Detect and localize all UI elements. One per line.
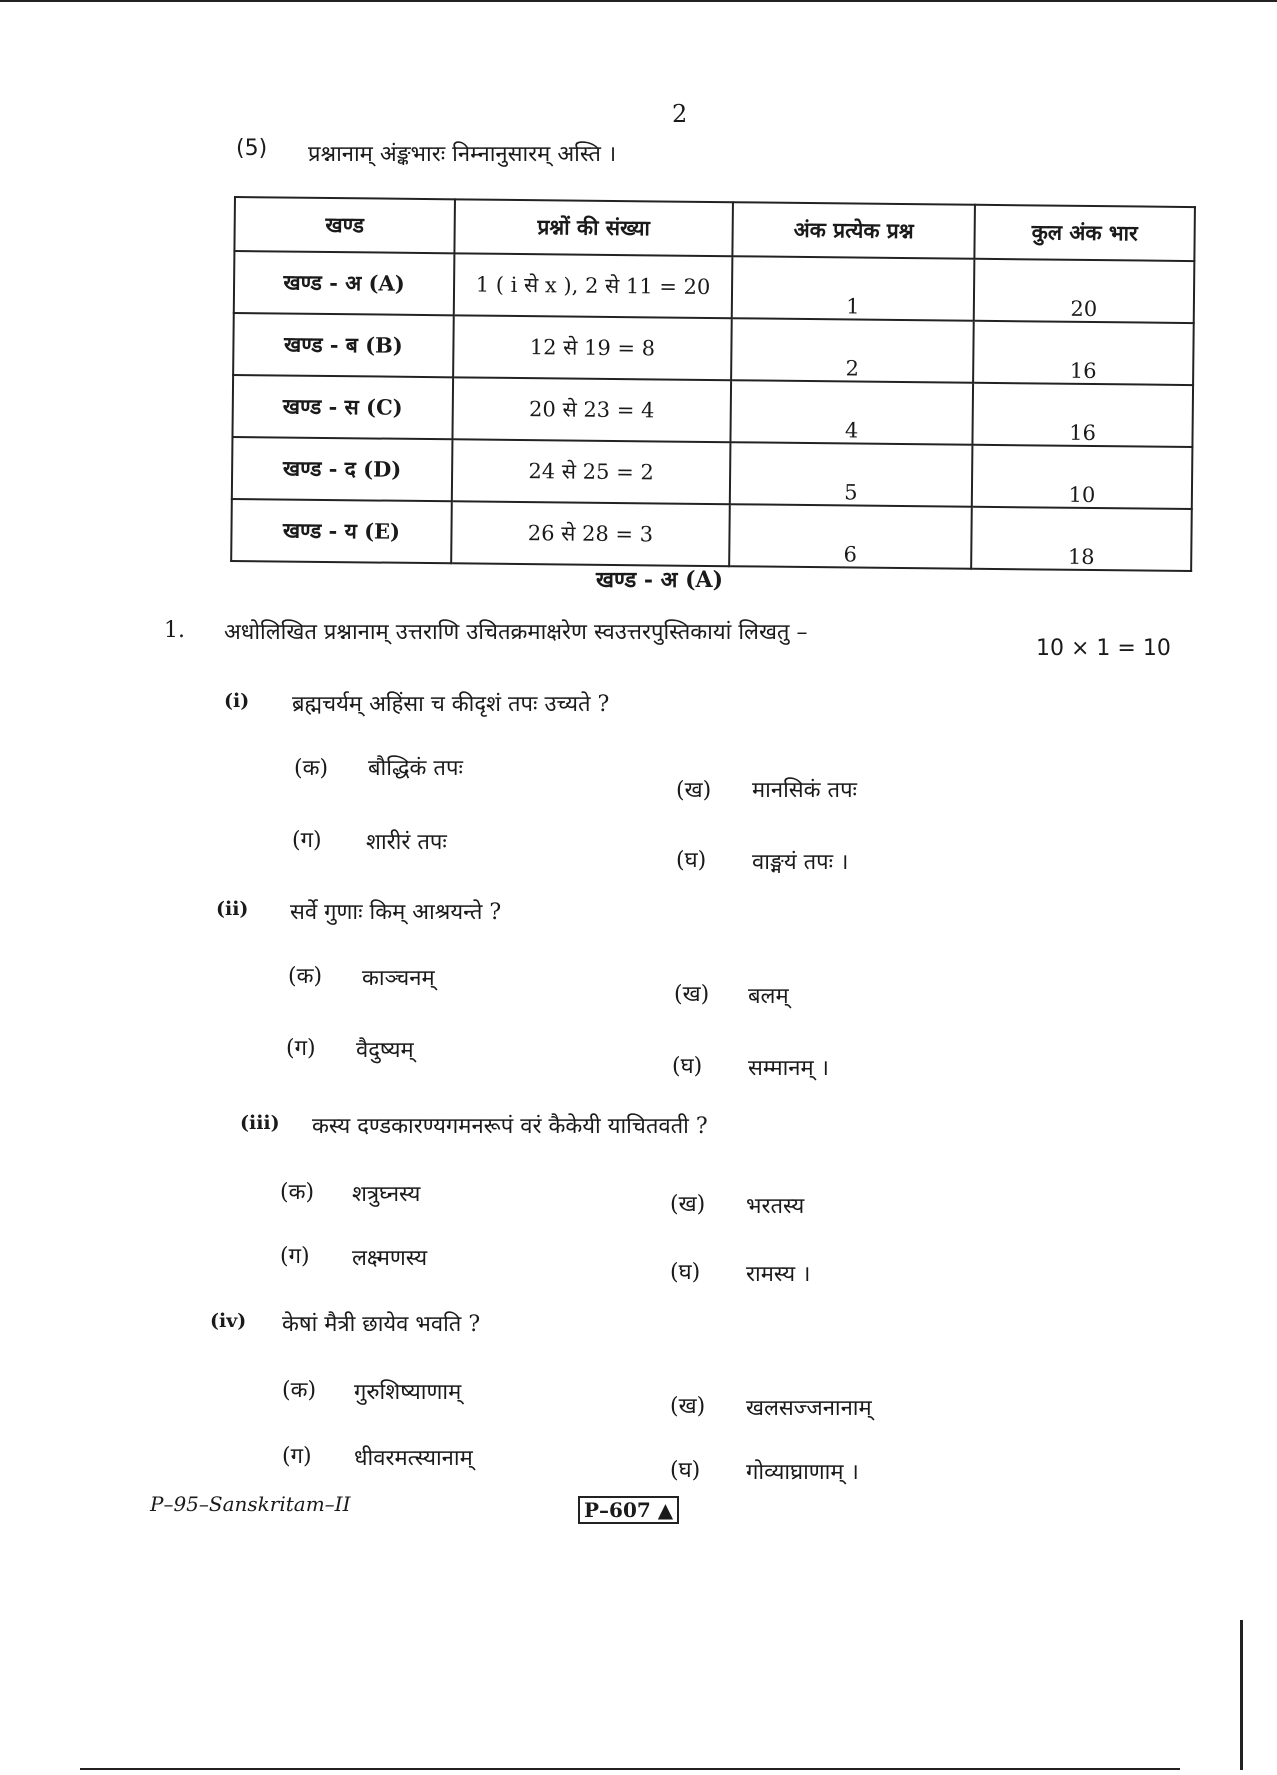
option-text: खलसज्जनानाम् bbox=[746, 1396, 872, 1421]
option-text: वैदुष्यम् bbox=[356, 1038, 414, 1063]
option-text: वाङ्मयं तपः । bbox=[752, 850, 849, 875]
subquestion-text: सर्वे गुणाः किम् आश्रयन्ते ? bbox=[290, 900, 502, 925]
option-text: बौद्धिकं तपः bbox=[368, 756, 463, 781]
table-row bbox=[233, 313, 1194, 385]
row-total: 16 bbox=[972, 383, 1193, 447]
row-total: 20 bbox=[974, 259, 1195, 323]
header-marks-each: अंक प्रत्येक प्रश्न bbox=[732, 202, 975, 259]
header-total-marks: कुल अंक भार bbox=[974, 205, 1195, 261]
row-total: 10 bbox=[972, 445, 1193, 509]
option-label: (क) bbox=[288, 964, 323, 989]
option-label: (ख) bbox=[676, 778, 712, 803]
right-binding-line bbox=[1240, 1620, 1243, 1770]
option-label: (क) bbox=[282, 1378, 317, 1403]
option-text: मानसिकं तपः bbox=[752, 778, 858, 803]
subquestion-number: (ii) bbox=[216, 898, 249, 920]
option-label: (घ) bbox=[676, 848, 707, 873]
header-question-count: प्रश्नों की संख्या bbox=[454, 199, 733, 256]
option-label: (घ) bbox=[670, 1458, 701, 1483]
option-text: काञ्चनम् bbox=[362, 966, 435, 991]
page-number: 2 bbox=[672, 100, 688, 128]
row-marks-each: 2 bbox=[731, 318, 974, 383]
question-number: 1. bbox=[164, 618, 185, 643]
option-text: शारीरं तपः bbox=[366, 830, 447, 855]
subquestion-number: (iv) bbox=[210, 1310, 247, 1332]
option-label: (ख) bbox=[670, 1192, 706, 1217]
row-marks-each: 5 bbox=[730, 442, 973, 507]
option-label: (ग) bbox=[292, 828, 322, 853]
option-text: रामस्य । bbox=[746, 1262, 811, 1287]
row-marks-each: 6 bbox=[729, 504, 972, 569]
option-label: (घ) bbox=[670, 1260, 701, 1285]
table-header-row bbox=[234, 197, 1195, 261]
instruction-number: (5) bbox=[236, 136, 268, 161]
row-total: 16 bbox=[973, 321, 1194, 385]
row-questions: 12 से 19 = 8 bbox=[453, 315, 732, 380]
footer-booklet-code: P–607 ▲ bbox=[578, 1496, 679, 1524]
option-label: (क) bbox=[294, 756, 329, 781]
instruction-text: प्रश्नानाम् अंङ्कभारः निम्नानुसारम् अस्ति । bbox=[308, 142, 617, 167]
question-marks: 10 × 1 = 10 bbox=[1036, 636, 1171, 661]
header-section: खण्ड bbox=[234, 197, 455, 253]
row-marks-each: 1 bbox=[732, 256, 975, 321]
row-questions: 20 से 23 = 4 bbox=[452, 377, 731, 442]
option-label: (ग) bbox=[282, 1444, 312, 1469]
option-text: सम्मानम् । bbox=[748, 1056, 830, 1081]
option-label: (ग) bbox=[280, 1244, 310, 1269]
question-text: अधोलिखित प्रश्नानाम् उत्तराणि उचितक्रमाक्षरेण स्वउत्तरपुस्तिकायां लिखतु – bbox=[224, 620, 808, 645]
subquestion-text: केषां मैत्री छायेव भवति ? bbox=[282, 1312, 481, 1337]
table-row bbox=[232, 375, 1193, 447]
option-text: गुरुशिष्याणाम् bbox=[354, 1380, 462, 1405]
option-label: (ग) bbox=[286, 1036, 316, 1061]
option-text: गोव्याघ्राणाम् । bbox=[746, 1460, 859, 1485]
subquestion-text: ब्रह्मचर्यम् अहिंसा च कीदृशं तपः उच्यते ? bbox=[292, 692, 610, 717]
option-text: बलम् bbox=[748, 984, 789, 1009]
subquestion-number: (i) bbox=[224, 690, 250, 712]
table-row bbox=[232, 437, 1193, 509]
row-section: खण्ड - य (E) bbox=[231, 499, 452, 563]
section-title: खण्ड - अ (A) bbox=[596, 567, 724, 593]
row-marks-each: 4 bbox=[730, 380, 973, 445]
option-text: धीवरमत्स्यानाम् bbox=[354, 1446, 473, 1471]
bottom-edge bbox=[80, 1768, 1180, 1770]
row-section: खण्ड - स (C) bbox=[232, 375, 453, 439]
option-text: भरतस्य bbox=[746, 1194, 805, 1219]
table-row bbox=[234, 251, 1195, 323]
footer-paper-code: P–95–Sanskritam–II bbox=[150, 1492, 351, 1516]
subquestion-number: (iii) bbox=[240, 1112, 280, 1134]
table-row bbox=[231, 499, 1192, 571]
option-text: लक्ष्मणस्य bbox=[352, 1246, 428, 1271]
row-questions: 26 से 28 = 3 bbox=[451, 501, 730, 566]
option-label: (ख) bbox=[670, 1394, 706, 1419]
subquestion-text: कस्य दण्डकारण्यगमनरूपं वरं कैकेयी याचितवती ? bbox=[312, 1114, 708, 1139]
marks-distribution-table bbox=[230, 196, 1196, 572]
option-label: (क) bbox=[280, 1180, 315, 1205]
option-text: शत्रुघ्नस्य bbox=[352, 1182, 421, 1207]
top-edge bbox=[0, 0, 1277, 2]
row-questions: 1 ( i से x ), 2 से 11 = 20 bbox=[454, 253, 733, 318]
row-questions: 24 से 25 = 2 bbox=[452, 439, 731, 504]
row-section: खण्ड - अ (A) bbox=[234, 251, 455, 315]
row-total: 18 bbox=[971, 507, 1192, 571]
option-label: (ख) bbox=[674, 982, 710, 1007]
option-label: (घ) bbox=[672, 1054, 703, 1079]
row-section: खण्ड - ब (B) bbox=[233, 313, 454, 377]
row-section: खण्ड - द (D) bbox=[232, 437, 453, 501]
